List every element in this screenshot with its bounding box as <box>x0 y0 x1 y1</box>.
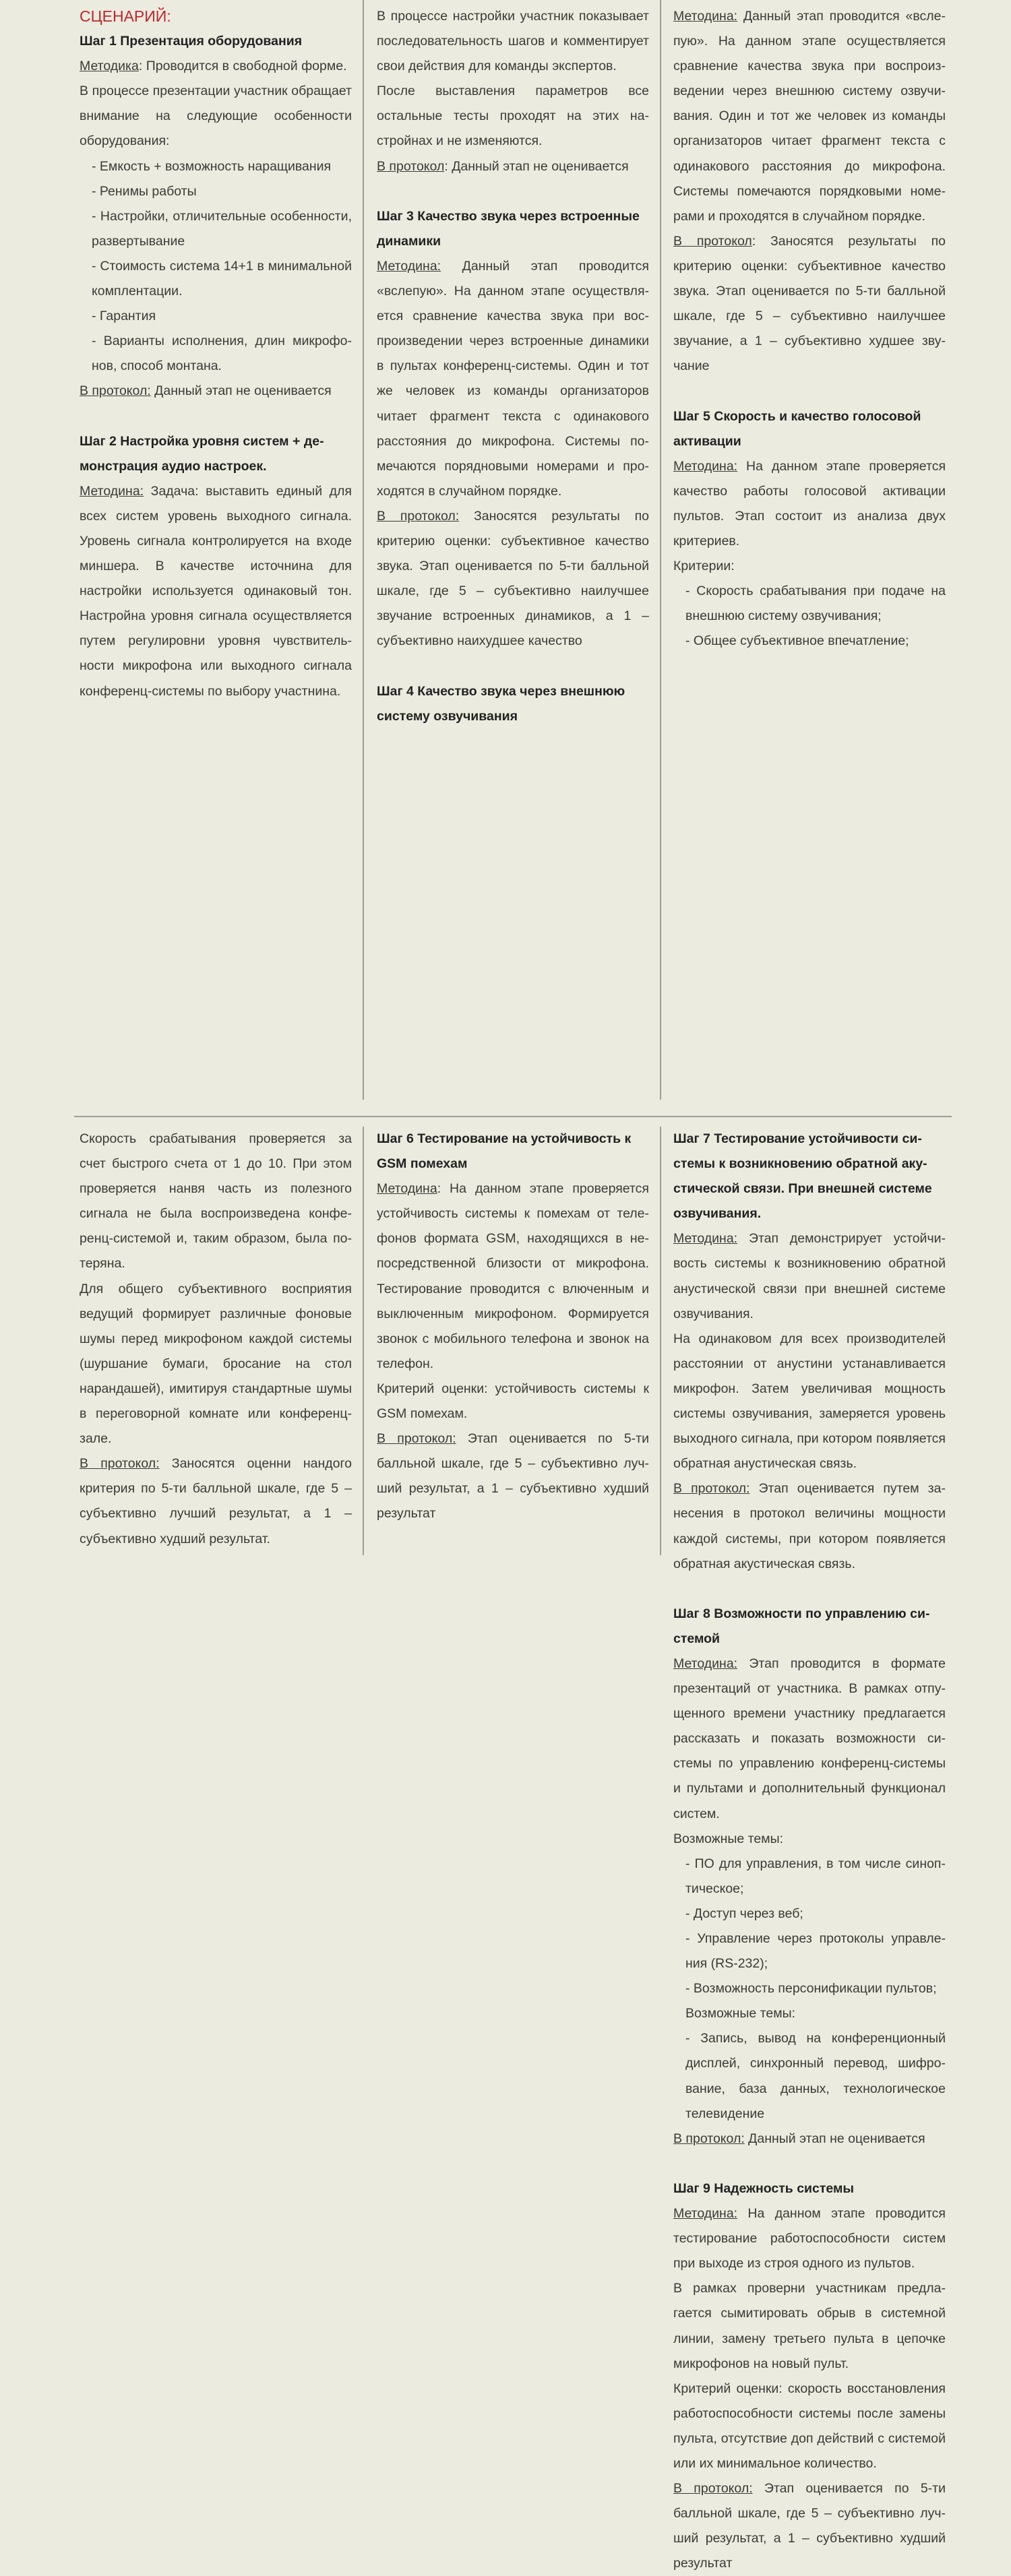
column <box>377 4 649 729</box>
list-item <box>673 1926 946 1976</box>
paragraph-text: Данный этап не оценивается <box>150 383 332 399</box>
paragraph <box>673 229 946 379</box>
paragraph-text: Этап проводится в формате презентаций от участника. В рамках отпущенного времени участнику предлагается рассказать и показать возможности системы по управлению конференц-системы и пультами и дополнительный функционал систем. <box>673 1656 946 1821</box>
paragraph-text: - Управление через протоколы управления (RS-232); <box>685 1931 946 1972</box>
paragraph-text: Заносятся результаты по критерию оценки: субъективное качество звука. Этап оценивается по 5-ти балльной шкале, где 5 – субъективно наилучшее звучание встроенных динамиков, а 1 – субъективно наихудшее качество <box>377 508 649 649</box>
column-divider <box>363 1127 364 1555</box>
paragraph <box>377 1426 649 1526</box>
paragraph-text: - Общее субъективное впечатление; <box>685 633 909 649</box>
paragraph <box>673 1652 946 1827</box>
list-item <box>673 579 946 629</box>
column-divider <box>363 0 364 1100</box>
label-underlined: В протокол <box>673 233 752 249</box>
paragraph <box>377 4 649 79</box>
step-heading: Шаг 7 Тестирование устойчивости системы к возникновению обратной акустической связи. При внешней системе озвучивания. <box>673 1131 932 1222</box>
list-item <box>80 254 352 304</box>
spacer <box>377 654 649 679</box>
paragraph-text: Данный этап не оценивается <box>744 2131 925 2146</box>
paragraph <box>80 1127 352 1277</box>
label-underlined: В протокол: <box>673 1481 750 1497</box>
step-heading: Шаг 9 Надежность системы <box>673 2180 855 2196</box>
paragraph <box>377 504 649 654</box>
top-band <box>0 0 1011 1100</box>
step-heading: Шаг 4 Качество звука через внешнюю систему озвучивания <box>377 683 625 724</box>
paragraph-text: Этап оценивается путем занесения в протокол величины мощности каждой системы, при котором появляется обратная акустическая связь. <box>673 1481 946 1571</box>
column <box>673 1127 946 2576</box>
list-item <box>673 2026 946 2126</box>
paragraph-text: - Емкость + возможность наращивания <box>92 158 332 174</box>
paragraph-text: : На данном этапе проверяется устойчивость системы к помехам от телефонов формата GSM, находящихся в непосредственной близости от микрофона. Тестирование проводится с влюченным и выключенным микрофоном. Формируется звонок с мобильного телефона и звонок на телефон. <box>377 1181 649 1371</box>
paragraph <box>80 1277 352 1452</box>
column <box>673 4 946 654</box>
column <box>80 1127 352 1552</box>
column <box>377 1127 649 1552</box>
paragraph-text: Этап демонстрирует устойчивость системы к возникновению обратной анустической связи при внешней системе озвучивания. <box>673 1231 946 1321</box>
paragraph-text: В рамках проверни участникам предлагается сымитировать обрыв в системной линии, замену третьего пульта в цепочке микрофонов на новый пульт. <box>673 2281 946 2371</box>
label-underlined: В протокол: <box>673 2131 745 2146</box>
section-divider <box>74 1116 952 1117</box>
paragraph-text: После выставления параметров все остальные тесты проходят на этих настройнах и не изменяются. <box>377 84 649 149</box>
paragraph-text: - Настройки, отличительные особенности, развертывание <box>92 208 352 249</box>
paragraph <box>80 379 352 404</box>
paragraph-text: : Проводится в свободной форме. <box>138 59 347 74</box>
label-underlined: В протокол: <box>673 2481 753 2496</box>
column-divider <box>660 1127 661 1555</box>
paragraph-text: Заносятся оценни нандого критерия по 5-ти балльной шкале, где 5 – субъективно лучший результат, а 1 – субъективно худший результат. <box>80 1456 353 1546</box>
list-item <box>673 1852 946 1902</box>
step-heading: Шаг 5 Скорость и качество голосовой активации <box>673 408 921 449</box>
paragraph-text: - Запись, вывод на конференционный дисплей, синхронный перевод, шифрование, база данных, технологическое телевидение <box>685 2031 946 2121</box>
scenario-title: СЦЕНАРИЙ: <box>80 7 171 25</box>
paragraph-text: На одинаковом для всех производителей расстоянии от анустини устанавливается микрофон. Затем увеличивая мощность системы озвучивания, замеряется уровень выходного сигнала, при котором появляется обратная анустическая связь. <box>673 1331 946 1472</box>
paragraph-text: Этап оценивается по 5-ти балльной шкале, где 5 – субъективно лучший результат, а 1 – субъективно худший результат <box>377 1431 650 1521</box>
paragraph-text: Критерий оценки: устойчивость системы к GSM помехам. <box>377 1381 649 1422</box>
paragraph-text: Задача: выставить единый для всех систем уровень выходного сигнала. Уровень сигнала контролируется на входе миншера. В качестве источнина для настройки используется одинаковый тон. Настройна уровня сигнала осуществляется путем регулировни уровня чувствительности микрофона или выходного сигнала конференц-системы по выбору участнина. <box>80 483 352 699</box>
paragraph <box>377 1176 649 1377</box>
paragraph-text: - Возможность персонификации пультов; <box>685 1981 937 1997</box>
step-heading: Шаг 2 Настройка уровня систем + демонстрация аудио настроек. <box>80 433 324 474</box>
paragraph-text: - Варианты исполнения, длин микрофонов, способ монтана. <box>92 334 352 374</box>
paragraph-text: - Скорость срабатывания при подаче на внешнюю систему озвучивания; <box>685 584 946 624</box>
label-underlined: Методина <box>377 1181 437 1197</box>
list-item <box>673 2001 946 2026</box>
paragraph-text: Данный этап проводится «вслепую». На данном этапе осуществляется сравнение качества звука при воспроизведении через встроенные динамики в пультах конференц-системы. Один и тот же человек из команды организаторов читает фрагмент текста с одинакового расстояния до микрофона. Системы помечаются порядновыми номерами и проходятся в случайном порядке. <box>377 258 649 499</box>
paragraph-text: Скорость срабатывания проверяется за счет быстрого счета от 1 до 10. При этом проверяется нанвя часть из полезного сигнала не была воспроизведена конференц-системой и, таким образом, была потеряна. <box>80 1131 352 1271</box>
paragraph-text: Этап оценивается по 5-ти балльной шкале, где 5 – субъективно лучший результат, а 1 – субъективно худший результат <box>673 2481 946 2571</box>
spacer <box>80 404 352 429</box>
list-item <box>80 154 352 179</box>
spacer <box>673 1577 946 1602</box>
label-underlined: Методина: <box>377 258 441 274</box>
paragraph-text: В процессе настройки участник показывает последовательность шагов и комментирует свои действия для команды экспертов. <box>377 9 649 74</box>
label-underlined: Методина: <box>673 1656 738 1671</box>
step-heading: Шаг 8 Возможности по управлению системой <box>673 1606 930 1646</box>
paragraph-text: Возможные темы: <box>673 1831 784 1846</box>
paragraph <box>673 454 946 554</box>
label-underlined: Методина: <box>673 1231 738 1247</box>
label-underlined: Методика <box>80 59 139 74</box>
list-item <box>673 1976 946 2001</box>
paragraph <box>80 479 352 704</box>
paragraph <box>673 2127 946 2151</box>
paragraph-text: На данном этапе проводится тестирование работоспособности систем при выходе из строя одного из пультов. <box>673 2206 946 2271</box>
list-item <box>673 629 946 654</box>
paragraph-text: - Гарантия <box>92 309 156 324</box>
column <box>80 4 352 704</box>
paragraph <box>673 1327 946 1477</box>
paragraph <box>377 154 649 179</box>
paragraph <box>673 1827 946 1852</box>
paragraph-text: В процессе презентации участник обращает внимание на следующие особенности оборудования: <box>80 84 352 149</box>
paragraph <box>673 554 946 579</box>
step-heading: Шаг 1 Презентация оборудования <box>80 34 303 49</box>
list-item <box>80 204 352 254</box>
spacer <box>377 179 649 204</box>
paragraph <box>673 2201 946 2276</box>
paragraph <box>377 1377 649 1426</box>
paragraph-text: - Доступ через веб; <box>685 1906 803 1921</box>
list-item <box>80 304 352 329</box>
paragraph <box>80 54 352 79</box>
label-underlined: Методина: <box>80 483 144 499</box>
paragraph <box>673 2476 946 2576</box>
paragraph <box>377 254 649 504</box>
paragraph-text: : Данный этап не оценивается <box>444 158 629 174</box>
label-underlined: В протокол <box>377 158 445 174</box>
paragraph <box>673 4 946 229</box>
list-item <box>673 1902 946 1926</box>
spacer <box>377 1527 649 1552</box>
list-item <box>80 179 352 204</box>
label-underlined: В протокол: <box>80 1456 160 1472</box>
label-underlined: В протокол: <box>377 1431 456 1447</box>
list-item <box>80 329 352 379</box>
paragraph-text: Данный этап проводится «вслепую». На данном этапе осуществляется сравнение качества звука при воспроизведении через внешнюю систему озвучивания. Один и тот же человек из команды организаторов читает фрагмент текста с одинакового расстояния до микрофона. Системы помечаются порядковыми номерами и проходятся в случайном порядке. <box>673 9 946 224</box>
label-underlined: Методина: <box>673 2206 738 2222</box>
paragraph-text: Возможные темы: <box>685 2006 796 2021</box>
label-underlined: Методина: <box>673 9 738 24</box>
paragraph <box>673 1476 946 1576</box>
paragraph-text: - Стоимость система 14+1 в минимальной комплентации. <box>92 258 352 299</box>
step-heading: Шаг 3 Качество звука через встроенные динамики <box>377 208 640 249</box>
paragraph-text: - Ренимы работы <box>92 183 197 199</box>
paragraph <box>673 2276 946 2376</box>
paragraph-text: На данном этапе проверяется качество работы голосовой активации пультов. Этап состоит из анализа двух критериев. <box>673 458 946 548</box>
label-underlined: В протокол: <box>377 508 460 524</box>
paragraph <box>80 79 352 154</box>
paragraph-text: Критерии: <box>673 559 735 574</box>
label-underlined: В протокол: <box>80 383 151 399</box>
label-underlined: Методина: <box>673 458 738 474</box>
paragraph-text: : Заносятся результаты по критерию оценки: субъективное качество звука. Этап оценивается по 5-ти балльной шкале, где 5 – субъективно наилучшее звучание, а 1 – субъективно худшее звучание <box>673 233 946 374</box>
paragraph-text: Для общего субъективного восприятия ведущий формирует различные фоновые шумы перед микрофоном каждой системы (шуршание бумаги, бросание на стол нарандашей), имитируя стандартные шумы в переговорной комнате или конференц-зале. <box>80 1281 352 1447</box>
bottom-band <box>0 1127 1011 2571</box>
paragraph <box>377 79 649 154</box>
paragraph-text: - ПО для управления, в том числе синоптическое; <box>685 1856 946 1896</box>
column-divider <box>660 0 661 1100</box>
spacer <box>673 379 946 404</box>
step-heading: Шаг 6 Тестирование на устойчивость к GSM помехам <box>377 1131 632 1172</box>
paragraph-text: Критерий оценки: скорость восстановления работоспособности системы после замены пульта, отсутствие доп действий с системой или их минимальное количество. <box>673 2381 946 2471</box>
paragraph <box>80 1451 352 1551</box>
spacer <box>673 2151 946 2176</box>
paragraph <box>673 2377 946 2476</box>
paragraph <box>673 1226 946 1326</box>
